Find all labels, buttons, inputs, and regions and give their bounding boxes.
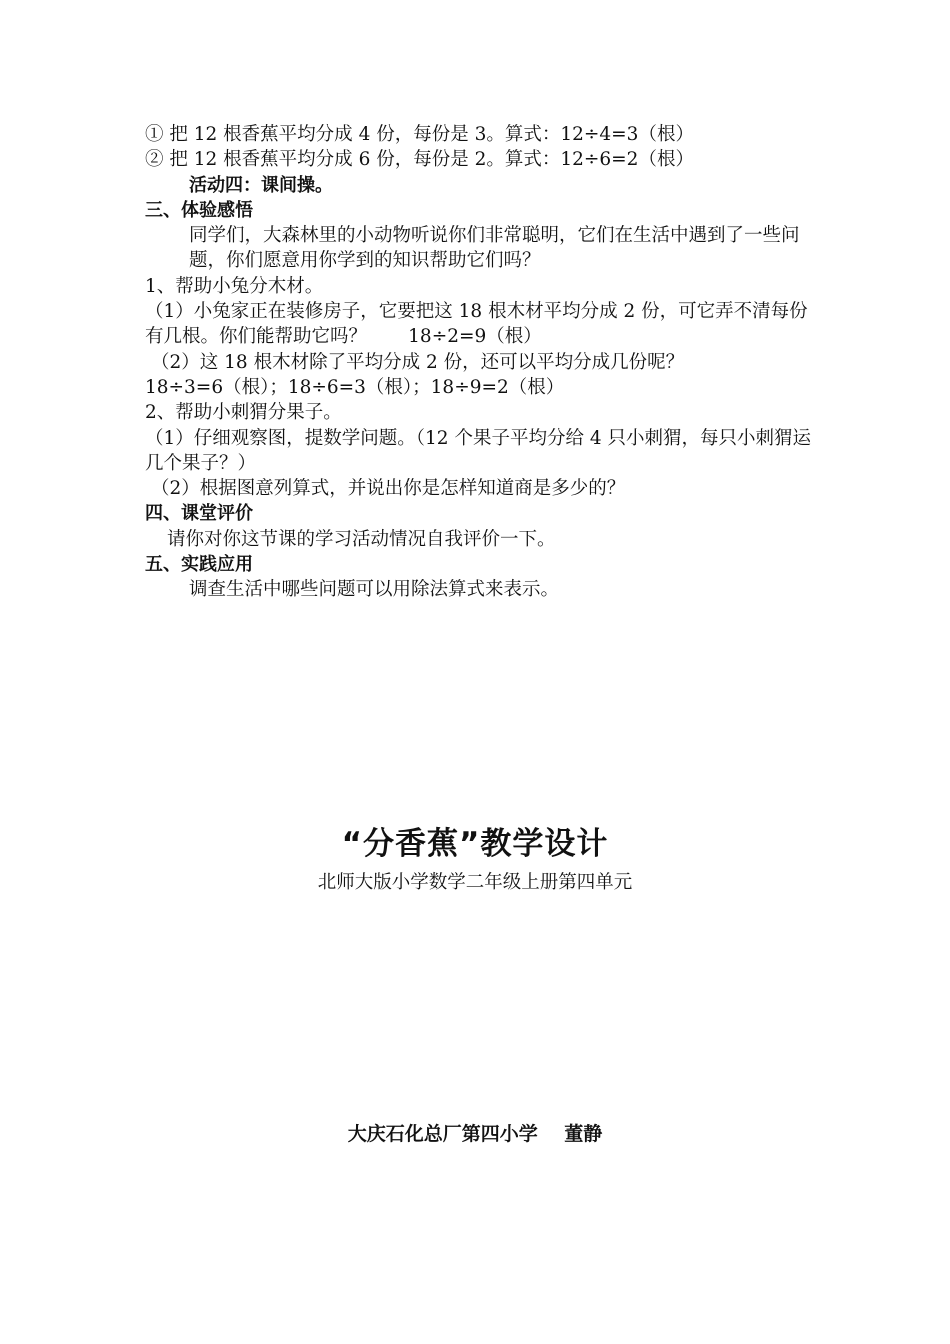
task-two-title: 2、帮助小刺猬分果子。 xyxy=(145,402,342,424)
lesson-body xyxy=(145,122,815,603)
section-three-intro: 同学们，大森林里的小动物听说你们非常聪明，它们在生活中遇到了一些问题，你们愿意用你学到的知识帮助它们吗？ xyxy=(189,225,800,272)
section-three-heading: 三、体验感悟 xyxy=(145,199,253,221)
step-line-1: ① 把 12 根香蕉平均分成 4 份，每份是 3。算式：12÷4=3（根） xyxy=(145,124,694,145)
activity-four-heading: 活动四：课间操。 xyxy=(189,174,333,196)
task-two-question-2: （2）根据图意列算式，并说出你是怎样知道商是多少的？ xyxy=(151,478,626,500)
section-four-text: 请你对你这节课的学习活动情况自我评价一下。 xyxy=(167,528,556,550)
task-one-answers: 18÷3=6（根）；18÷6=3（根）；18÷9=2（根） xyxy=(145,376,565,398)
task-one-title: 1、帮助小兔分木材。 xyxy=(145,275,324,297)
task-one-question-1: （1）小兔家正在装修房子，它要把这 18 根木材平均分成 2 份，可它弄不清每份有几根。你们能帮助它吗？ 18÷2=9（根） xyxy=(145,301,808,348)
task-two-question-1: （1）仔细观察图，提数学问题。（12 个果子平均分给 4 只小刺猬，每只小刺猬运几个果子？） xyxy=(145,427,811,474)
step-line-2: ② 把 12 根香蕉平均分成 6 份，每份是 2。算式：12÷6=2（根） xyxy=(145,149,694,171)
section-five-text: 调查生活中哪些问题可以用除法算式来表示。 xyxy=(189,579,560,601)
section-four-heading: 四、课堂评价 xyxy=(145,503,253,525)
document-subtitle: 北师大版小学数学二年级上册第四单元 xyxy=(317,872,633,893)
author-line: 大庆石化总厂第四小学 董静 xyxy=(347,1123,603,1145)
section-five-heading: 五、实践应用 xyxy=(145,554,253,576)
task-one-question-2: （2）这 18 根木材除了平均分成 2 份，还可以平均分成几份呢？ xyxy=(151,351,685,373)
document-title: “分香蕉”教学设计 xyxy=(341,826,609,862)
